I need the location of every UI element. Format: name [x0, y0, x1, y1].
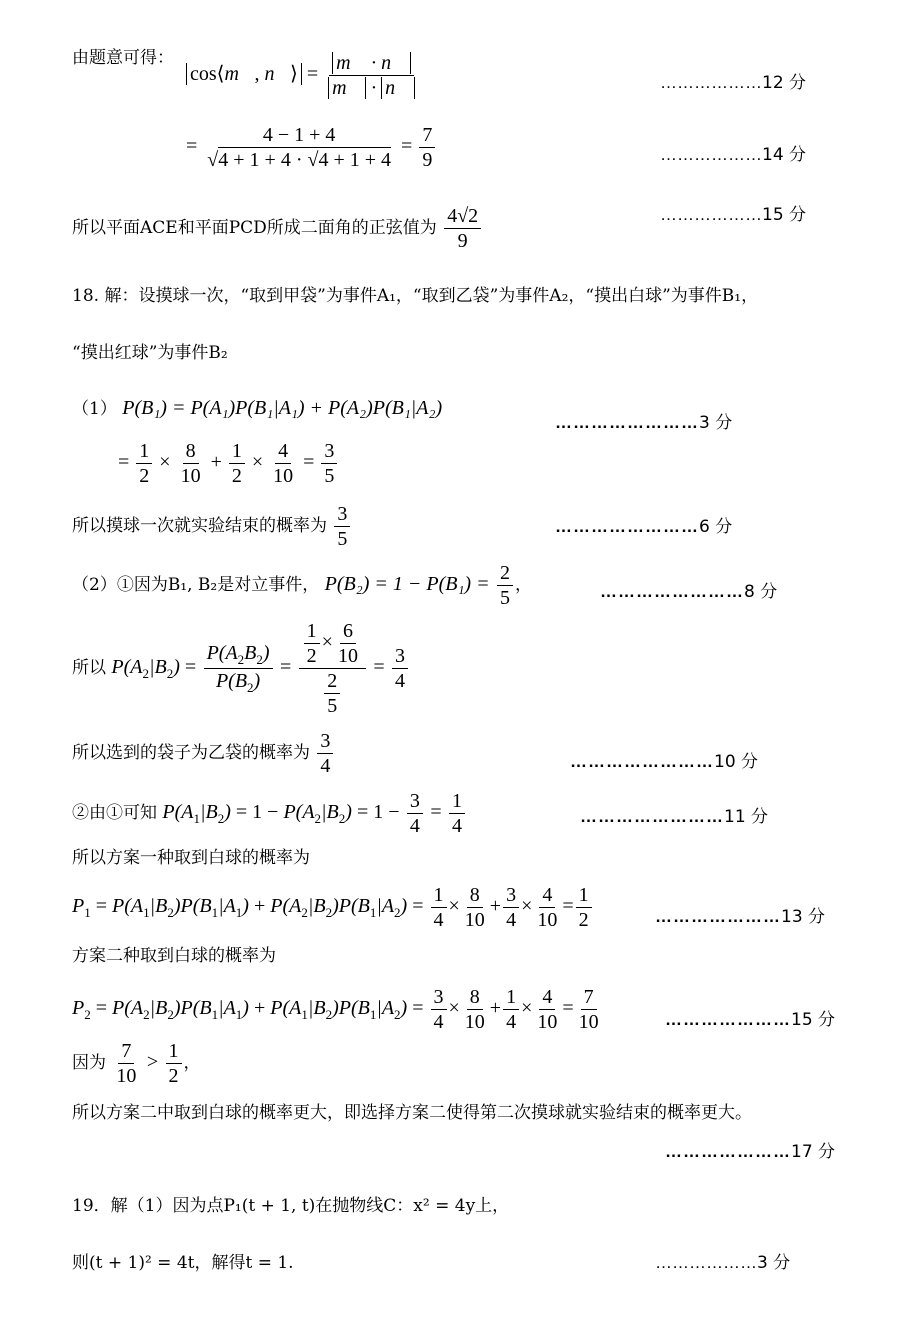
score-6: ……………………6 分	[555, 517, 733, 537]
score-17: …………………17 分	[665, 1142, 836, 1162]
q18-step2: ②由①可知 $P(A_1|B_2) = 1 - P(A_2|B_2) = 1$ − $\frac{3}{4}$ = $\frac{1}{4}$	[72, 790, 467, 837]
score-3: ……………………3 分	[555, 413, 733, 433]
q19-then: 则(t + 1)² = 4t，解得t = 1.	[72, 1253, 294, 1273]
q18-final: 所以方案二中取到白球的概率更大，即选择方案二使得第二次摸球就实验结束的概率更大。	[72, 1103, 752, 1123]
intro-text: 由题意可得：	[72, 48, 174, 68]
score-10: ……………………10 分	[570, 752, 759, 772]
q18-compare: 因为 $\frac{7}{10}$ > $\frac{1}{2}$ ，	[72, 1040, 201, 1087]
cos-formula: cos⟨m⃗, n⃗⟩ = $\frac{m⃗ \cdot n⃗}{m⃗ \cdot n⃗}$	[186, 52, 420, 99]
score-11: ……………………11 分	[580, 807, 769, 827]
score-15b: …………………15 分	[665, 1010, 836, 1030]
score-12: ………………12 分	[660, 73, 807, 93]
score-14: ………………14 分	[660, 145, 807, 165]
q18-plan1-formula: $P_1 = P(A_1|B_2)P(B_1|A_1) + P(A_2|B_2)P(B_1|A_2)$ = $\frac{1}{4}$ × $\frac{8}{10}$ + $\frac{3}{4}$ × $\frac{4}{10}$ = $\frac{1}{2}$	[72, 884, 594, 931]
q18-plan2-label: 方案二种取到白球的概率为	[72, 946, 276, 966]
cos-value-formula: = $\frac{4 - 1 + 4}{√4 + 1 + 4 \cdot √4 + 1 + 4}$ = $\frac{7}{9}$	[186, 124, 437, 171]
score-3b: ………………3 分	[655, 1253, 791, 1273]
q18-header-2: “摸出红球”为事件B₂	[72, 343, 228, 363]
score-8: ……………………8 分	[600, 582, 778, 602]
conclusion-sine: 所以平面ACE和平面PCD所成二面角的正弦值为 $\frac{4√2}{9}$	[72, 205, 483, 252]
q18-part2: （2）①因为B₁, B₂是对立事件， P(B₂) = 1 − P(B₁) = $\frac{2}{5}$ ，	[72, 562, 532, 609]
q18-part1: （1） P(B₁) = P(A₁)P(B₁|A₁) + P(A₂)P(B₁|A₂)	[72, 397, 443, 419]
q18-bayes: 所以 $P(A_2|B_2)$ = $\frac{P(A_2B_2)}{P(B_2)}$ = $\frac{1}{2}$ × $\frac{6}{10}$ $\frac{2}{5}$ = $\frac{3}{4}$	[72, 620, 410, 717]
q18-conclusion-2: 所以选到的袋子为乙袋的概率为 $\frac{3}{4}$	[72, 730, 335, 777]
q19-header: 19．解（1）因为点P₁(t + 1, t)在抛物线C：x² = 4y上，	[72, 1196, 510, 1216]
score-13: …………………13 分	[655, 907, 826, 927]
q18-header: 18. 解：设摸球一次，“取到甲袋”为事件A₁，“取到乙袋”为事件A₂，“摸出白球”为事件B₁，	[72, 286, 759, 306]
q18-plan1-label: 所以方案一种取到白球的概率为	[72, 848, 310, 868]
score-15a: ………………15 分	[660, 205, 807, 225]
q18-part1-calc: = $\frac{1}{2}$ × $\frac{8}{10}$ + $\frac{1}{2}$ × $\frac{4}{10}$ = $\frac{3}{5}$	[118, 440, 339, 487]
q18-plan2-formula: $P_2 = P(A_2|B_2)P(B_1|A_1) + P(A_1|B_2)P(B_1|A_2)$ = $\frac{3}{4}$ × $\frac{8}{10}$ + $\frac{1}{4}$ × $\frac{4}{10}$ = $\frac{7}{10}$	[72, 986, 599, 1033]
q18-conclusion-1: 所以摸球一次就实验结束的概率为 $\frac{3}{5}$	[72, 503, 352, 550]
